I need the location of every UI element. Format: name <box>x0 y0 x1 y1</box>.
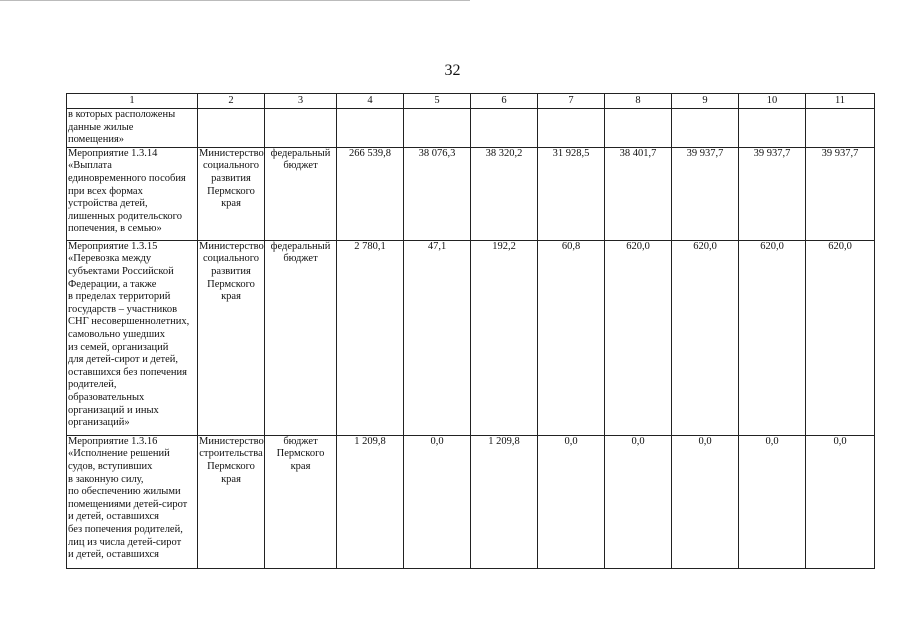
value-cell <box>404 109 471 148</box>
budget-table <box>66 93 875 569</box>
value-cell <box>471 109 538 148</box>
col-header-3: 3 <box>265 94 337 109</box>
value-cell <box>605 109 672 148</box>
page-number: 32 <box>444 62 461 79</box>
executor: Министерство социального развития Пермского края <box>199 240 264 303</box>
executor: Министерство строительства Пермского края <box>199 435 264 485</box>
activity-name-cell <box>67 109 198 148</box>
value-cell: 2 780,1 <box>337 240 404 435</box>
value-cell: 47,1 <box>404 240 471 435</box>
col-header-9: 9 <box>672 94 739 109</box>
executor-cell <box>198 240 265 435</box>
value-cell: 0,0 <box>739 435 806 568</box>
value-cell: 31 928,5 <box>538 147 605 240</box>
value-cell: 38 401,7 <box>605 147 672 240</box>
header-row <box>67 94 875 109</box>
funding-source-cell <box>265 240 337 435</box>
activity-name: в которых расположены данные жилые помещения» <box>68 109 176 146</box>
funding-source: федеральный бюджет <box>270 240 331 265</box>
value-cell: 1 209,8 <box>337 435 404 568</box>
col-header-10: 10 <box>739 94 806 109</box>
funding-source: федеральный бюджет <box>270 147 331 172</box>
value-cell: 620,0 <box>672 240 739 435</box>
value-cell: 192,2 <box>471 240 538 435</box>
value-cell: 38 076,3 <box>404 147 471 240</box>
value-cell: 39 937,7 <box>806 147 875 240</box>
col-header-7: 7 <box>538 94 605 109</box>
col-header-5: 5 <box>404 94 471 109</box>
value-cell: 266 539,8 <box>337 147 404 240</box>
value-cell: 0,0 <box>672 435 739 568</box>
table-row <box>67 240 875 435</box>
value-cell <box>672 109 739 148</box>
activity-name: Мероприятие 1.3.15 «Перевозка между субъектами Российской Федерации, а также в пределах территорий государств – участников СНГ несовершеннолетних, самовольно ушедших из семей, организаций для детей-сирот и детей, оставшихся без попечения родителей, образовательных организаций и иных организаций» <box>68 240 190 429</box>
value-cell <box>739 109 806 148</box>
value-cell: 60,8 <box>538 240 605 435</box>
value-cell: 39 937,7 <box>739 147 806 240</box>
top-edge-line <box>0 0 470 1</box>
activity-name-cell <box>67 147 198 240</box>
value-cell: 620,0 <box>739 240 806 435</box>
value-cell: 620,0 <box>806 240 875 435</box>
value-cell: 620,0 <box>605 240 672 435</box>
activity-name: Мероприятие 1.3.16 «Исполнение решений судов, вступивших в законную силу, по обеспечению жилыми помещениями детей-сирот и детей, оставшихся без попечения родителей, лиц из числа детей-сирот и детей, оставшихся <box>68 435 188 561</box>
funding-source: бюджет Пермского края <box>276 435 325 472</box>
value-cell: 0,0 <box>806 435 875 568</box>
funding-source-cell <box>265 435 337 568</box>
col-header-6: 6 <box>471 94 538 109</box>
activity-name: Мероприятие 1.3.14 «Выплата единовременного пособия при всех формах устройства детей, лишенных родительского попечения, в семью» <box>68 147 186 235</box>
executor-cell <box>198 147 265 240</box>
col-header-4: 4 <box>337 94 404 109</box>
funding-source-cell <box>265 147 337 240</box>
col-header-8: 8 <box>605 94 672 109</box>
table-row <box>67 109 875 148</box>
value-cell: 38 320,2 <box>471 147 538 240</box>
value-cell: 1 209,8 <box>471 435 538 568</box>
table-row <box>67 435 875 568</box>
col-header-11: 11 <box>806 94 875 109</box>
value-cell <box>806 109 875 148</box>
executor-cell <box>198 109 265 148</box>
executor: Министерство социального развития Пермского края <box>199 147 264 210</box>
value-cell: 39 937,7 <box>672 147 739 240</box>
executor-cell <box>198 435 265 568</box>
value-cell <box>337 109 404 148</box>
col-header-2: 2 <box>198 94 265 109</box>
col-header-1: 1 <box>67 94 198 109</box>
activity-name-cell <box>67 435 198 568</box>
activity-name-cell <box>67 240 198 435</box>
funding-source-cell <box>265 109 337 148</box>
value-cell: 0,0 <box>404 435 471 568</box>
value-cell: 0,0 <box>538 435 605 568</box>
value-cell <box>538 109 605 148</box>
table-row <box>67 147 875 240</box>
value-cell: 0,0 <box>605 435 672 568</box>
